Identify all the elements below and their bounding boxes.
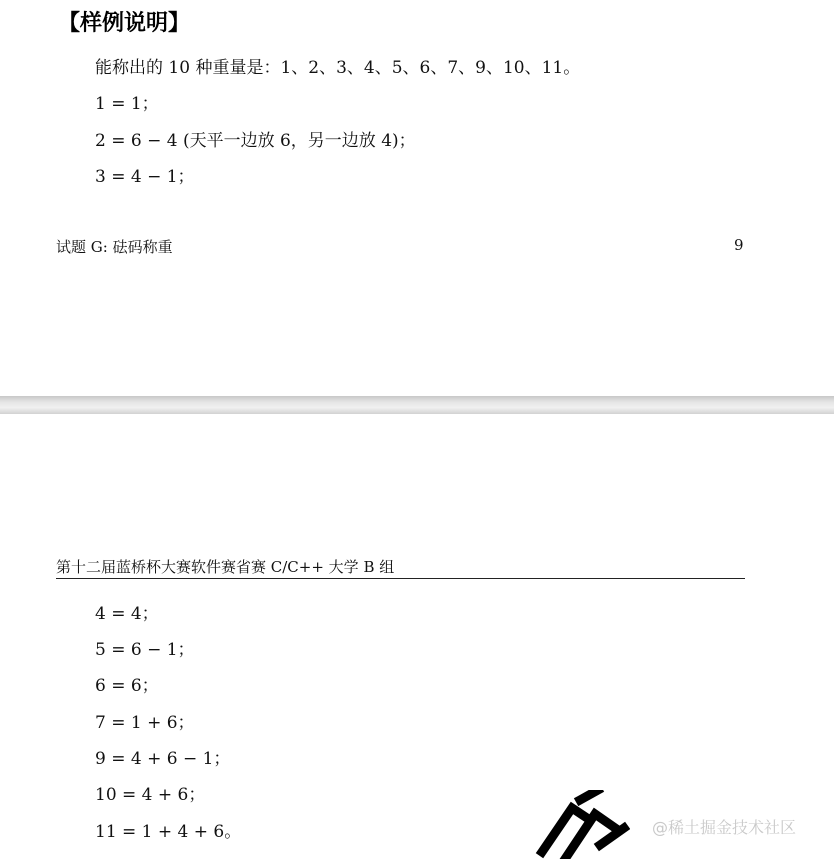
page-10 (0, 414, 834, 859)
running-header (56, 556, 745, 579)
section-heading: 【样例说明】 (58, 11, 191, 36)
site-watermark-text: @稀土掘金技术社区 (652, 818, 797, 837)
sample-explanation-line: 能称出的 10 种重量是：1、2、3、4、5、6、7、9、10、11。 (95, 58, 581, 78)
watermark-stamp-icon (520, 790, 630, 859)
equation-line: 6 = 6； (95, 676, 159, 696)
page-9 (0, 0, 834, 396)
equation-line: 10 = 4 + 6； (95, 785, 206, 805)
equation-line: 11 = 1 + 4 + 6。 (95, 822, 242, 842)
equation-line: 7 = 1 + 6； (95, 713, 195, 733)
equation-line: 5 = 6 − 1； (95, 640, 195, 660)
running-header-text: 第十二届蓝桥杯大赛软件赛省赛 C/C++ 大学 B 组 (56, 558, 395, 576)
equation-line: 2 = 6 − 4 (天平一边放 6，另一边放 4)； (95, 131, 416, 151)
equation-line: 3 = 4 − 1； (95, 167, 195, 187)
page-footer-title: 试题 G: 砝码称重 (56, 238, 173, 256)
equation-line: 1 = 1； (95, 94, 159, 114)
page-number: 9 (734, 236, 744, 254)
equation-line: 9 = 4 + 6 − 1； (95, 749, 231, 769)
equation-line: 4 = 4； (95, 604, 159, 624)
page-separator (0, 396, 834, 414)
